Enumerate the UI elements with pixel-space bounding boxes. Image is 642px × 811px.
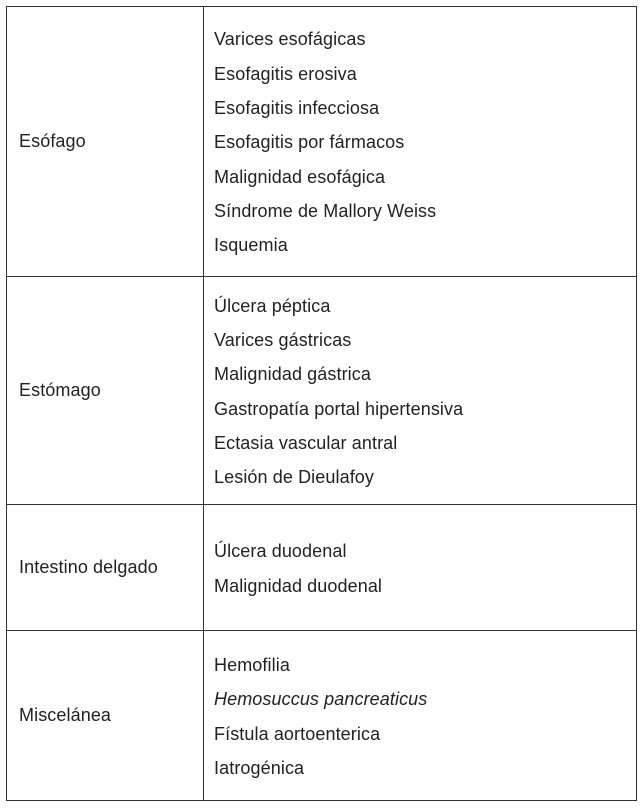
region-cell-intestino: Intestino delgado — [7, 505, 204, 631]
list-item: Esofagitis erosiva — [214, 63, 357, 84]
list-item: Ectasia vascular antral — [214, 432, 398, 453]
list-item: Malignidad duodenal — [214, 575, 383, 596]
table-row — [7, 505, 637, 631]
list-item: Varices esofágicas — [214, 29, 366, 50]
list-item: Malignidad gástrica — [214, 364, 371, 385]
region-cell-miscelanea: Miscelánea — [7, 631, 204, 801]
table-row — [7, 631, 637, 801]
list-item: Úlcera péptica — [214, 295, 331, 316]
items-cell-estomago — [204, 277, 637, 505]
region-cell-estomago: Estómago — [7, 277, 204, 505]
items-cell-miscelanea — [204, 631, 637, 801]
items-cell-intestino — [204, 505, 637, 631]
list-item: Esofagitis infecciosa — [214, 98, 380, 119]
list-item: Lesión de Dieulafoy — [214, 467, 375, 488]
table-row — [7, 277, 637, 505]
list-item: Hemosuccus pancreaticus — [214, 689, 428, 710]
table-row — [7, 7, 637, 277]
list-item: Isquemia — [214, 235, 288, 256]
region-cell-esofago: Esófago — [7, 7, 204, 277]
list-item: Varices gástricas — [214, 329, 352, 350]
list-item: Esofagitis por fármacos — [214, 132, 405, 153]
list-item: Hemofilia — [214, 654, 290, 675]
list-item: Iatrogénica — [214, 757, 305, 778]
items-cell-esofago — [204, 7, 637, 277]
list-item: Gastropatía portal hipertensiva — [214, 398, 464, 419]
list-item: Fístula aortoenterica — [214, 723, 381, 744]
list-item: Malignidad esofágica — [214, 166, 386, 187]
list-item: Úlcera duodenal — [214, 541, 347, 562]
causes-table — [6, 6, 637, 801]
list-item: Síndrome de Mallory Weiss — [214, 200, 437, 221]
